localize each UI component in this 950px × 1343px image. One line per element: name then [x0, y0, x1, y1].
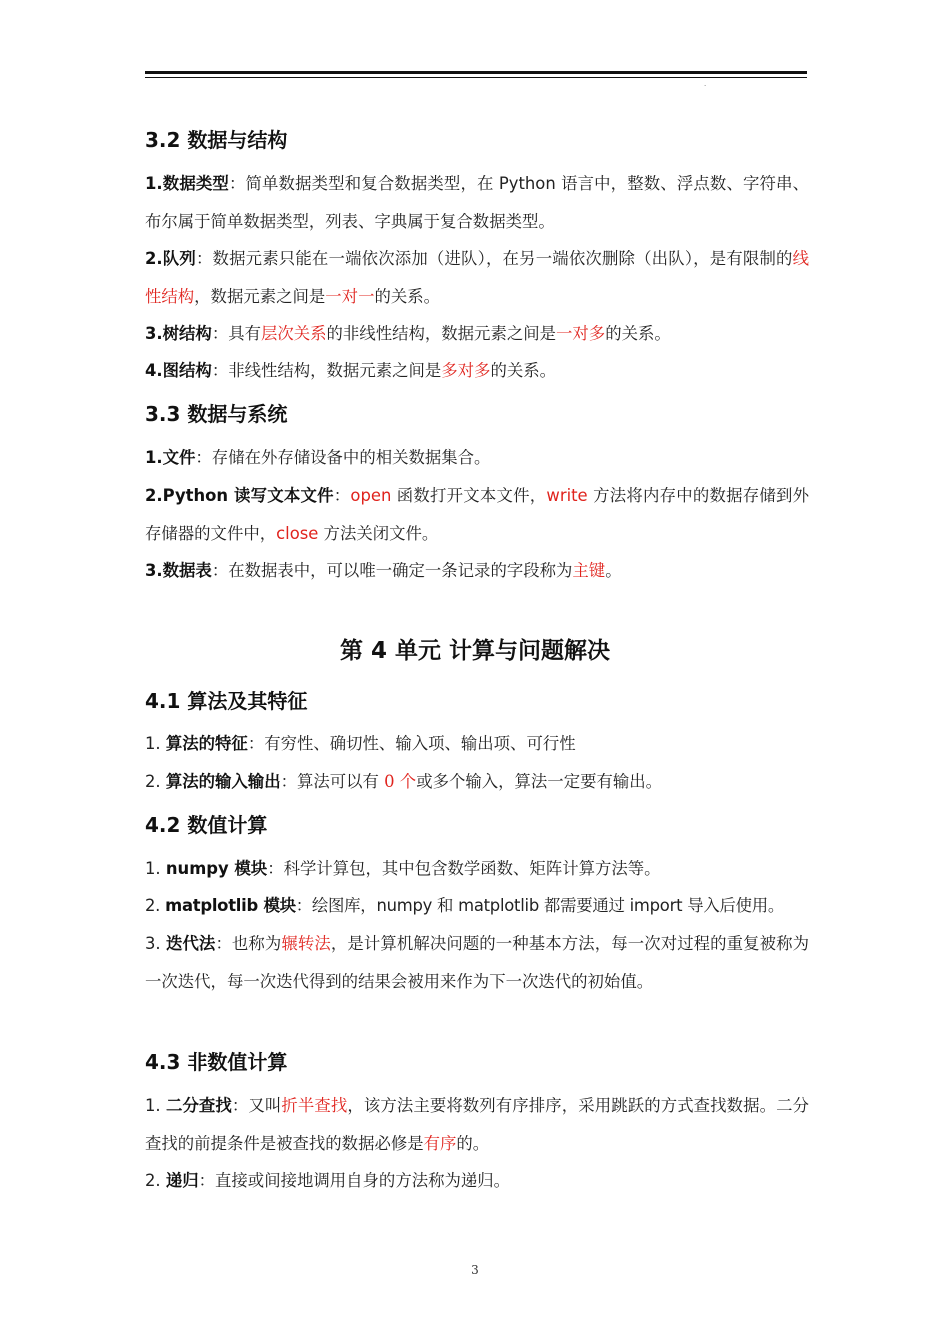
highlight-linear-structure: 线性结构	[145, 249, 809, 306]
highlight-many-to-many: 多对多	[441, 361, 491, 380]
paragraph-numpy	[145, 850, 809, 888]
text: 或多个输入，算法一定要有输出。	[416, 772, 663, 791]
paragraph-binary-search	[145, 1087, 809, 1162]
text: 语言中，整数、浮点数、字符串、布尔属于简单数据类型，列表、字典属于复合数据类型。	[145, 174, 809, 231]
paragraph-graph	[145, 352, 809, 390]
text: ：有穷性、确切性、输入项、输出项、可行性	[247, 734, 576, 753]
text: 的关系。	[374, 286, 441, 306]
highlight-hierarchy: 层次关系	[260, 324, 327, 343]
text: ，数据元素之间是	[194, 286, 326, 306]
text: 的关系。	[605, 324, 671, 343]
highlight-one-to-one: 一对一	[325, 286, 375, 306]
text: ：又叫	[231, 1096, 282, 1115]
heading-4-3: 4.3 非数值计算	[145, 1050, 288, 1074]
label-iteration: 迭代法	[165, 934, 216, 953]
highlight-euclid-method: 辗转法	[281, 934, 331, 953]
header-rule-thin	[145, 77, 807, 78]
list-number: 1.	[145, 1096, 166, 1115]
text-matplotlib: matplotlib	[458, 896, 539, 915]
text: 导入后使用。	[682, 896, 785, 915]
text: 函数打开文本文件，	[391, 486, 547, 505]
paragraph-file	[145, 439, 809, 477]
text: 的关系。	[490, 361, 557, 380]
label-matplotlib: matplotlib 模块	[165, 896, 296, 915]
list-number: 2.	[145, 896, 166, 915]
highlight-half-search: 折半查找	[281, 1096, 348, 1115]
text: ，该方法主要将数列有序排序，采用跳跃的方式查找数据。二分查找的前提条件是被查找的数据必修是	[145, 1096, 810, 1153]
text: 的非线性结构，数据元素之间是	[326, 324, 557, 343]
label-recursion: 递归	[165, 1171, 199, 1190]
text: ：在数据表中，可以唯一确定一条记录的字段称为	[211, 561, 573, 580]
label-data-table: 3.数据表	[145, 561, 212, 580]
heading-4-2: 4.2 数值计算	[145, 813, 268, 837]
label-queue: 2.队列	[145, 249, 196, 268]
label-algorithm-features: 算法的特征	[165, 734, 248, 753]
paragraph-queue	[145, 240, 809, 315]
text: 方法关闭文件。	[318, 523, 439, 543]
text: 的。	[456, 1133, 490, 1153]
label-numpy: numpy 模块	[165, 859, 268, 878]
list-number: 1.	[145, 859, 166, 878]
text: ：数据元素只能在一端依次添加（进队），在另一端依次删除（出队），是有限制的	[195, 249, 793, 268]
text: ：直接或间接地调用自身的方法称为递归。	[198, 1171, 511, 1190]
paragraph-data-types	[145, 165, 809, 240]
paragraph-recursion	[145, 1162, 809, 1200]
text: ：也称为	[215, 934, 282, 953]
highlight-one-to-many: 一对多	[556, 324, 606, 343]
text-numpy: numpy	[376, 896, 433, 915]
paragraph-data-table	[145, 552, 809, 590]
paragraph-python-files	[145, 477, 809, 552]
text: ：	[333, 486, 351, 505]
highlight-open: open	[350, 486, 392, 505]
list-number: 2.	[145, 772, 166, 791]
heading-3-3: 3.3 数据与系统	[145, 402, 288, 426]
label-data-types: 1.数据类型	[145, 174, 229, 193]
list-number: 3.	[145, 934, 166, 953]
paragraph-tree	[145, 315, 809, 353]
paragraph-algorithm-io	[145, 763, 809, 801]
text: ：非线性结构，数据元素之间是	[211, 361, 442, 380]
label-algorithm-io: 算法的输入输出	[165, 772, 281, 791]
paragraph-matplotlib	[145, 887, 809, 925]
text: ：算法可以有	[280, 772, 385, 791]
text: 。	[605, 561, 622, 580]
label-tree: 3.树结构	[145, 324, 212, 343]
label-python-files: 2.Python 读写文本文件	[145, 486, 334, 505]
text: ：存储在外存储设备中的相关数据集合。	[195, 448, 491, 467]
header-rule-thick	[145, 71, 807, 74]
heading-4-1: 4.1 算法及其特征	[145, 689, 308, 713]
heading-3-2: 3.2 数据与结构	[145, 128, 288, 152]
label-file: 1.文件	[145, 448, 196, 467]
highlight-zero-inputs: 0 个	[384, 772, 417, 791]
paragraph-algorithm-features	[145, 725, 809, 763]
label-binary-search: 二分查找	[165, 1096, 232, 1115]
text-python: Python	[498, 174, 556, 193]
paragraph-iteration	[145, 925, 809, 1000]
text-import: import	[629, 896, 683, 915]
text: 和	[432, 896, 459, 915]
highlight-ordered: 有序	[423, 1133, 457, 1153]
highlight-close: close	[276, 523, 319, 543]
text: ：具有	[211, 324, 261, 343]
list-number: 2.	[145, 1171, 166, 1190]
highlight-primary-key: 主键	[572, 561, 606, 580]
text: ：简单数据类型和复合数据类型，在	[228, 174, 499, 193]
text: ：科学计算包，其中包含数学函数、矩阵计算方法等。	[267, 859, 661, 878]
text: 方法将内存中的数据存储到外存储器的文件中，	[145, 486, 810, 543]
list-number: 1.	[145, 734, 166, 753]
text: ，是计算机解决问题的一种基本方法，每一次对过程的重复被称为一次迭代，每一次迭代得到的结果会被用来作为下一次迭代的初始值。	[145, 934, 810, 991]
text: 都需要通过	[539, 896, 630, 915]
text: ：绘图库，	[295, 896, 377, 915]
header-dot: .	[704, 80, 707, 88]
page-number: 3	[471, 1263, 479, 1277]
unit-4-title: 第 4 单元 计算与问题解决	[339, 638, 611, 664]
highlight-write: write	[546, 486, 588, 505]
label-graph: 4.图结构	[145, 361, 212, 380]
